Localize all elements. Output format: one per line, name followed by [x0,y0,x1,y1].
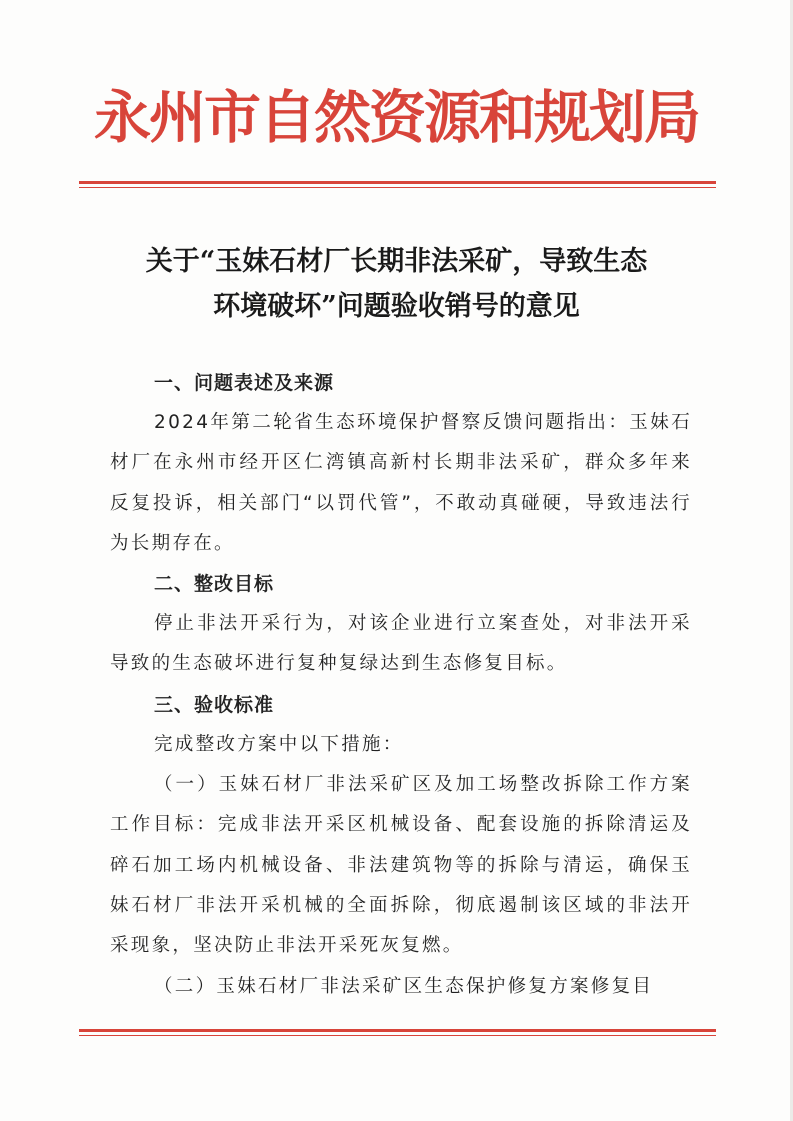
footer-rule-thin [79,1035,716,1036]
masthead-rule-thin [79,187,716,188]
section-heading: 三、验收标准 [154,693,275,716]
issuing-authority-masthead: 永州市自然资源和规划局 [94,84,699,151]
continued-paragraph-line: （二）玉妹石材厂非法采矿区生态保护修复方案修复目 [154,975,654,997]
document-title-line-1: 关于“玉妹石材厂长期非法采矿，导致生态 [145,246,648,277]
document-body [110,363,692,1007]
section-heading: 二、整改目标 [154,573,275,596]
body-paragraph: 2024年第二轮省生态环境保护督察反馈问题指出：玉妹石材厂在永州市经开区仁湾镇高新村长期非法采矿，群众多年来反复投诉，相关部门“以罚代管”，不敢动真碰硬，导致违法行为长期存在。 [110,412,692,554]
masthead-rule-thick [79,181,716,184]
body-paragraph: 停止非法开采行为，对该企业进行立案查处，对非法开采导致的生态破坏进行复种复绿达到生态修复目标。 [110,613,692,675]
footer-rule-thick [79,1029,716,1032]
section-heading: 一、问题表述及来源 [154,372,335,394]
document-title-line-2: 环境破坏”问题验收销号的意见 [213,291,580,322]
body-paragraph: （一）玉妹石材厂非法采矿区及加工场整改拆除工作方案工作目标：完成非法开采区机械设备、配套设施的拆除清运及碎石加工场内机械设备、非法建筑物等的拆除与清运，确保玉妹石材厂非法开采机械的全面拆除，彻底遏制该区域的非法开采现象，坚决防止非法开采死灰复燃。 [110,774,692,957]
body-paragraph: 完成整改方案中以下措施： [154,733,404,755]
